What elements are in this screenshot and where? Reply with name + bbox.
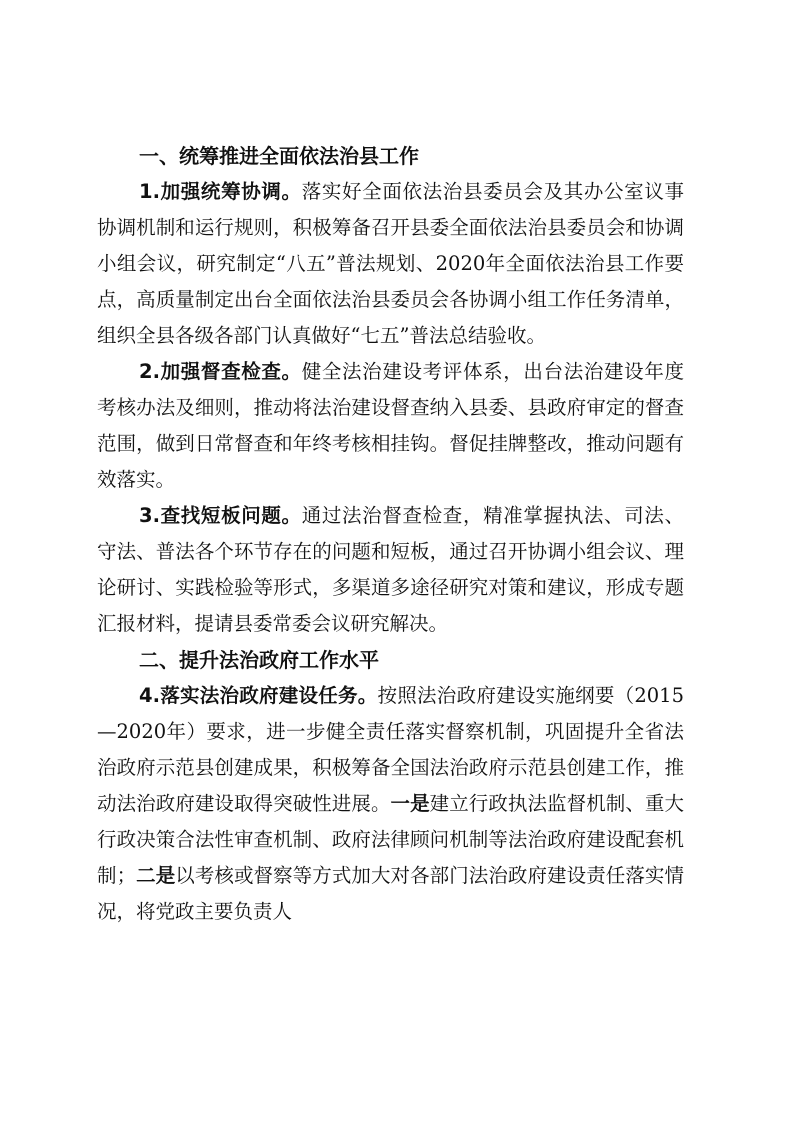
item-title-1: 1.加强统筹协调。: [139, 180, 302, 203]
item-title-3: 3.查找短板问题。: [139, 504, 302, 527]
item-title-4: 4.落实法治政府建设任务。: [139, 684, 378, 707]
section-heading-1: 一、统筹推进全面依法治县工作: [139, 144, 419, 168]
item-title-2: 2.加强督查检查。: [139, 360, 302, 383]
item-marker-first: 一是: [390, 792, 430, 815]
item-body-4a: 按照法治政府建设实施纲要（2015—2020年）要求，进一步健全责任落实督察机制，巩固提升全省法治政府示范县创建成果，积极筹备全国法治政府示范县创建工作，推动法治政府建设取得突破性进展。: [97, 684, 684, 815]
item-body-1: 落实好全面依法治县委员会及其办公室议事协调机制和运行规则，积极筹备召开县委全面依法治县委员会和协调小组会议，研究制定“八五”普法规划、2020年全面依法治县工作要点，高质量制定出台全面依法治县委员会各协调小组工作任务清单，组织全县各级各部门认真做好“七五”普法总结验收。: [97, 180, 684, 347]
paragraph-item-1: [97, 174, 684, 354]
paragraph-item-2: [97, 354, 684, 498]
document-body: [97, 138, 684, 930]
item-body-3: 通过法治督查检查，精准掌握执法、司法、守法、普法各个环节存在的问题和短板，通过召开协调小组会议、理论研讨、实践检验等形式，多渠道多途径研究对策和建议，形成专题汇报材料，提请县委常委会议研究解决。: [97, 504, 684, 635]
item-body-4b: 建立行政执法监督机制、重大行政决策合法性审查机制、政府法律顾问机制等法治政府建设配套机制；: [97, 792, 684, 887]
section-heading-2: 二、提升法治政府工作水平: [139, 648, 379, 672]
paragraph-item-3: [97, 498, 684, 642]
item-body-4c: 以考核或督察等方式加大对各部门法治政府建设责任落实情况，将党政主要负责人: [97, 864, 684, 923]
item-marker-second: 二是: [136, 864, 176, 887]
item-body-2: 健全法治建设考评体系，出台法治建设年度考核办法及细则，推动将法治建设督查纳入县委、县政府审定的督查范围，做到日常督查和年终考核相挂钩。督促挂牌整改，推动问题有效落实。: [97, 360, 684, 491]
paragraph-item-4: [97, 678, 684, 930]
